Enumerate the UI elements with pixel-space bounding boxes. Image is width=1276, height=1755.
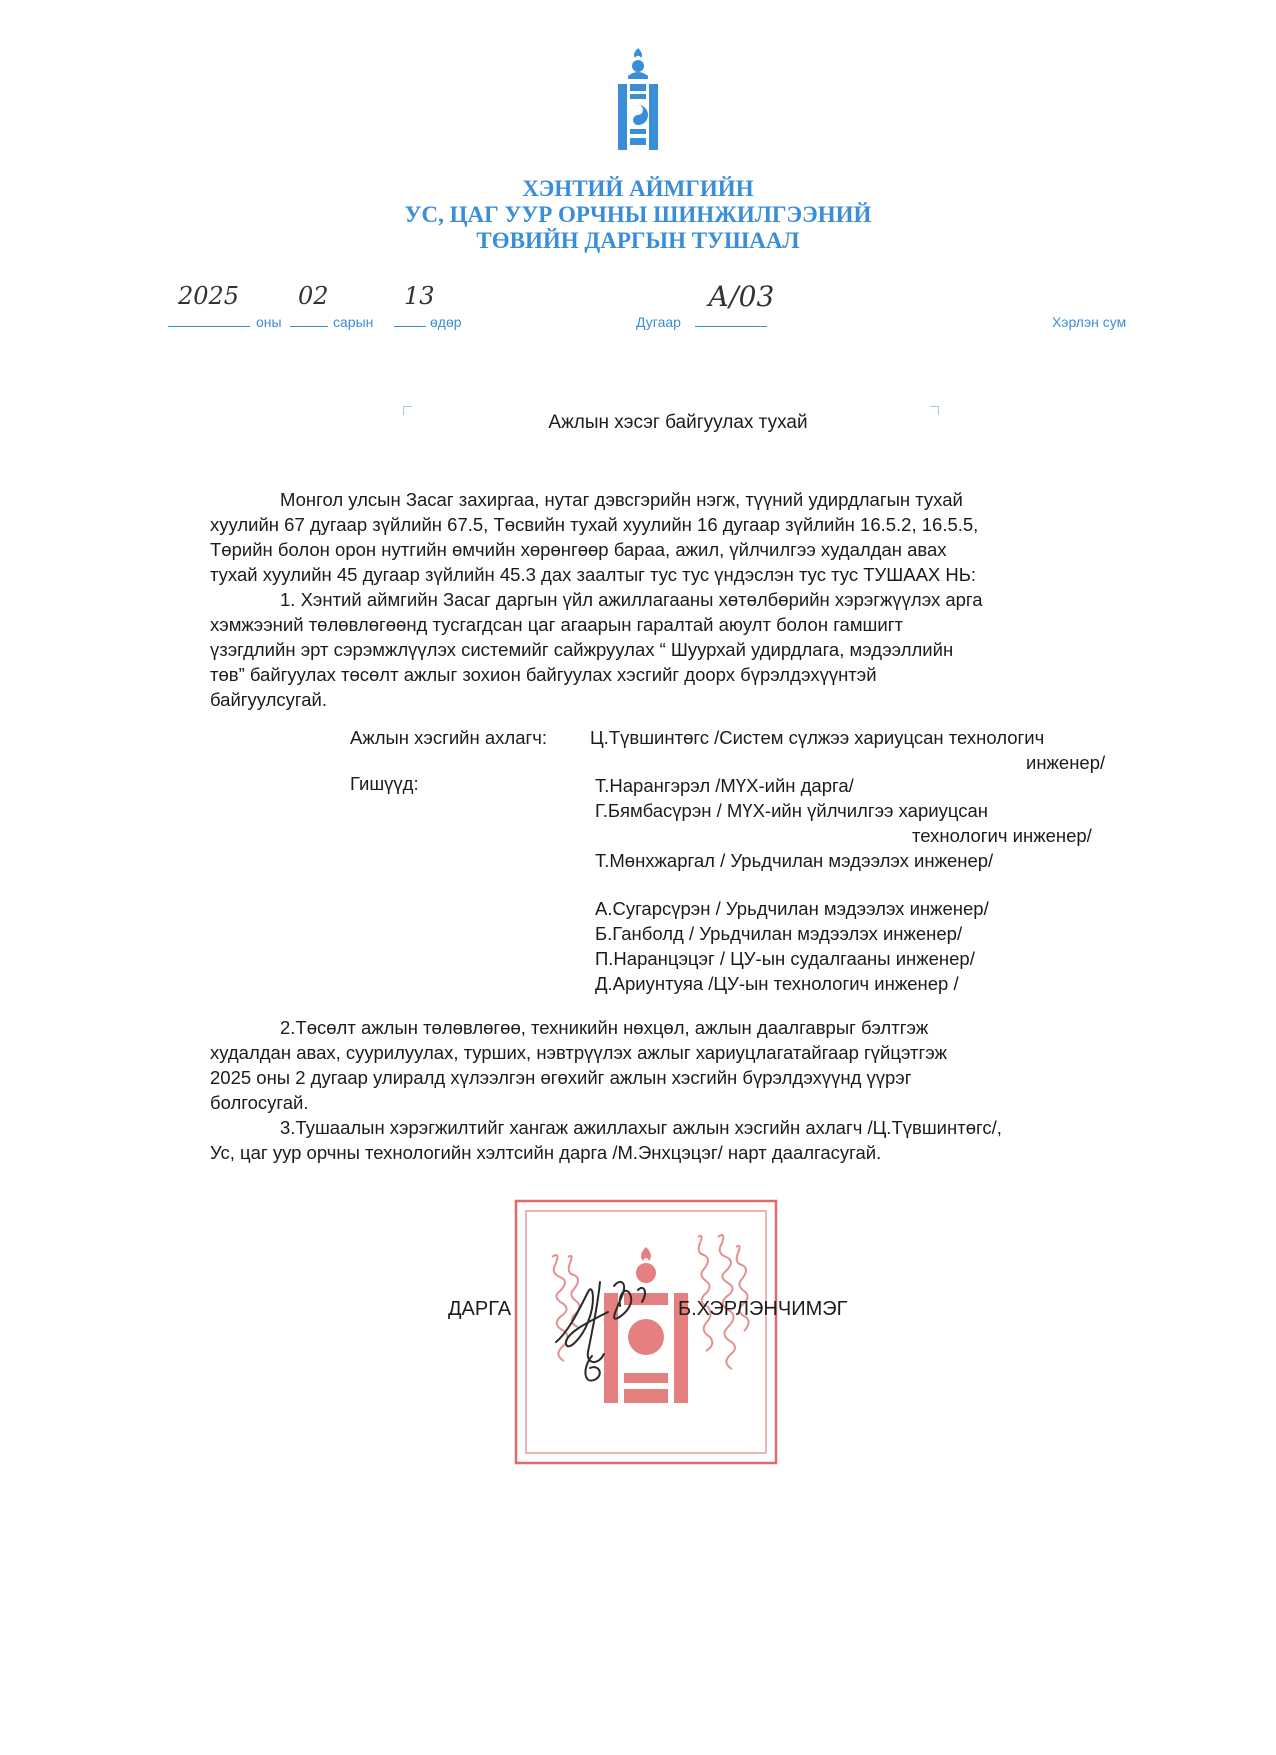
day-label: өдөр [430,314,462,330]
member-item: Б.Ганболд / Урьдчилан мэдээлэх инженер/ [595,923,963,944]
member-item: А.Сугарсүрэн / Урьдчилан мэдээлэх инженер/ [595,898,989,919]
member-item: Д.Ариунтуяа /ЦУ-ын технологич инженер / [595,973,959,994]
intro-paragraph [210,487,1135,587]
year-underline [168,326,250,327]
leader-label: Ажлын хэсгийн ахлагч: [350,727,548,748]
leader-line-2: инженер/ [1026,752,1106,773]
document-number: А/03 [708,280,775,313]
handwritten-signature-icon [548,1272,658,1392]
item-2-line: 2025 оны 2 дугаар улиралд хүлээлгэн өгөхийг ажлын хэсгийн бүрэлдэхүүнд үүрэг [210,1067,912,1088]
item-3-paragraph [210,1115,1135,1165]
leader-line-1: Ц.Түвшинтөгс /Систем сүлжээ хариуцсан технологич [590,727,1045,748]
item-2-line: болгосугай. [210,1092,309,1113]
member-item: технологич инженер/ [912,825,1092,846]
member-item: Г.Бямбасүрэн / МҮХ-ийн үйлчилгээ хариуцсан [595,800,988,821]
item-1-paragraph [210,587,1135,712]
month-label: сарын [333,314,374,330]
document-header [0,176,1276,254]
year-label: оны [256,314,282,330]
intro-line: хуулийн 67 дугаар зүйлийн 67.5, Төсвийн тухай хуулийн 16 дугаар зүйлийн 16.5.2, 16.5.5, [210,514,979,535]
date-month: 02 [298,282,329,310]
item-1-line: байгуулсугай. [210,689,328,710]
header-line-3: ТӨВИЙН ДАРГЫН ТУШААЛ [476,228,800,253]
document-title: Ажлын хэсэг байгуулах тухай [548,412,808,433]
member-item: Т.Мөнхжаргал / Урьдчилан мэдээлэх инженер/ [595,850,994,871]
soyombo-emblem-icon [608,46,668,156]
item-3-line: 3.Тушаалын хэрэгжилтийг хангаж ажиллахыг ажлын хэсгийн ахлагч /Ц.Түвшинтөгс/, [280,1117,1002,1138]
member-item: Т.Нарангэрэл /МҮХ-ийн дарга/ [595,775,854,796]
date-number-line [0,280,1276,340]
item-2-line: худалдан авах, суурилуулах, турших, нэвтрүүлэх ажлыг хариуцлагатайгаар гүйцэтгэж [210,1042,948,1063]
item-1-line: хэмжээний төлөвлөгөөнд тусгагдсан цаг агаарын гаралтай аюулт болон гамшигт [210,614,903,635]
item-1-line: төв” байгуулах төсөлт ажлыг зохион байгуулах хэсгийг доорх бүрэлдэхүүнтэй [210,664,877,685]
intro-line: Монгол улсын Засаг захиргаа, нутаг дэвсгэрийн нэгж, түүний удирдлагын тухай [280,489,963,510]
header-line-2: УС, ЦАГ УУР ОРЧНЫ ШИНЖИЛГЭЭНИЙ [404,202,872,227]
item-2-line: 2.Төсөлт ажлын төлөвлөгөө, техникийн нөхцөл, ажлын даалгаврыг бэлтгэж [280,1017,929,1038]
header-line-1: ХЭНТИЙ АЙМГИЙН [522,176,754,201]
place-name: Хэрлэн сум [1052,314,1127,330]
item-2-paragraph [210,1015,1135,1115]
item-1-line: 1. Хэнтий аймгийн Засаг даргын үйл ажиллагааны хөтөлбөрийн хэрэгжүүлэх арга [280,589,983,610]
member-item: П.Наранцэцэг / ЦУ-ын судалгааны инженер/ [595,948,975,969]
item-3-line: Ус, цаг уур орчны технологийн хэлтсийн дарга /М.Энхцэцэг/ нарт даалгасугай. [210,1142,882,1163]
item-1-line: үзэгдлийн эрт сэрэмжлүүлэх системийг сайжруулах “ Шуурхай удирдлага, мэдээллийн [210,639,954,660]
intro-line: тухай хуулийн 45 дугаар зүйлийн 45.3 дах заалтыг тус тус үндэслэн тус тус ТУШААХ НЬ: [210,564,977,585]
intro-line: Төрийн болон орон нутгийн өмчийн хөрөнгөөр бараа, ажил, үйлчилгээ худалдан авах [210,539,947,560]
signature-name: Б.ХЭРЛЭНЧИМЭГ [678,1298,848,1320]
number-underline [695,326,767,327]
number-label: Дугаар [636,314,681,330]
members-label: Гишүүд: [350,773,419,794]
date-day: 13 [404,282,435,310]
date-year: 2025 [178,282,240,310]
month-underline [290,326,328,327]
day-underline [394,326,426,327]
signature-title: ДАРГА [448,1298,512,1320]
